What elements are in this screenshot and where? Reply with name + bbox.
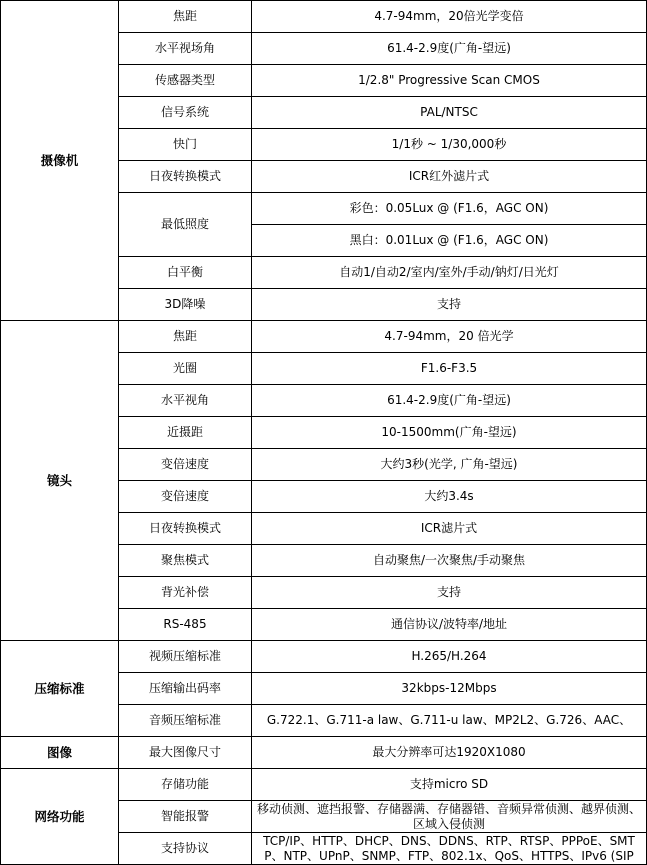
spec-value: [252, 801, 647, 833]
spec-value: ICR红外滤片式: [252, 161, 647, 193]
spec-value: 1/1秒 ~ 1/30,000秒: [252, 129, 647, 161]
spec-label: 变倍速度: [119, 481, 252, 513]
spec-value: 支持: [252, 577, 647, 609]
spec-value-text: TCP/IP、HTTP、DHCP、DNS、DDNS、RTP、RTSP、PPPoE、SMTP、NTP、UPnP、SNMP、FTP、802.1x、QoS、HTTPS、IPv6 (SIP: [263, 833, 635, 863]
spec-value: 大约3.4s: [252, 481, 647, 513]
spec-value: 1/2.8" Progressive Scan CMOS: [252, 65, 647, 97]
spec-label: 支持协议: [119, 833, 252, 865]
spec-value: 黑白：0.01Lux @ (F1.6，AGC ON): [252, 225, 647, 257]
spec-label: 最大图像尺寸: [119, 737, 252, 769]
spec-value: [252, 833, 647, 865]
spec-label: 存储功能: [119, 769, 252, 801]
category-lens: 镜头: [1, 321, 119, 641]
spec-label: 音频压缩标准: [119, 705, 252, 737]
spec-value: ICR滤片式: [252, 513, 647, 545]
spec-label: 变倍速度: [119, 449, 252, 481]
spec-label: 焦距: [119, 321, 252, 353]
spec-label: 日夜转换模式: [119, 161, 252, 193]
spec-label: 信号系统: [119, 97, 252, 129]
table-row: [1, 769, 647, 801]
spec-label: 日夜转换模式: [119, 513, 252, 545]
spec-value: 61.4-2.9度(广角-望远): [252, 33, 647, 65]
spec-label: 视频压缩标准: [119, 641, 252, 673]
table-row: [1, 1, 647, 33]
spec-label: 水平视角: [119, 385, 252, 417]
category-compression: 压缩标准: [1, 641, 119, 737]
table-row: [1, 641, 647, 673]
spec-value: 支持: [252, 289, 647, 321]
spec-value: 自动聚焦/一次聚焦/手动聚焦: [252, 545, 647, 577]
spec-value: 自动1/自动2/室内/室外/手动/钠灯/日光灯: [252, 257, 647, 289]
category-camera: 摄像机: [1, 1, 119, 321]
spec-value: 4.7-94mm，20 倍光学: [252, 321, 647, 353]
spec-label: RS-485: [119, 609, 252, 641]
spec-value: H.265/H.264: [252, 641, 647, 673]
spec-label: 智能报警: [119, 801, 252, 833]
spec-value: 32kbps-12Mbps: [252, 673, 647, 705]
spec-label: 光圈: [119, 353, 252, 385]
spec-label: 传感器类型: [119, 65, 252, 97]
spec-value: 支持micro SD: [252, 769, 647, 801]
spec-label: 快门: [119, 129, 252, 161]
spec-label: 背光补偿: [119, 577, 252, 609]
category-network: 网络功能: [1, 769, 119, 865]
spec-value: 大约3秒(光学, 广角-望远): [252, 449, 647, 481]
spec-label: 白平衡: [119, 257, 252, 289]
spec-label: 最低照度: [119, 193, 252, 257]
spec-label: 近摄距: [119, 417, 252, 449]
spec-label: 水平视场角: [119, 33, 252, 65]
table-row: [1, 321, 647, 353]
spec-value: 10-1500mm(广角-望远): [252, 417, 647, 449]
spec-label: 压缩输出码率: [119, 673, 252, 705]
spec-value: 4.7-94mm，20倍光学变倍: [252, 1, 647, 33]
spec-value: 彩色：0.05Lux @ (F1.6，AGC ON): [252, 193, 647, 225]
spec-label: 聚焦模式: [119, 545, 252, 577]
spec-label: 焦距: [119, 1, 252, 33]
spec-value: 61.4-2.9度(广角-望远): [252, 385, 647, 417]
spec-value: 通信协议/波特率/地址: [252, 609, 647, 641]
spec-value-text: 移动侦测、遮挡报警、存储器满、存储器错、音频异常侦测、越界侦测、区域入侵侦测: [256, 801, 641, 831]
spec-value: 最大分辨率可达1920X1080: [252, 737, 647, 769]
spec-value: F1.6-F3.5: [252, 353, 647, 385]
spec-value: PAL/NTSC: [252, 97, 647, 129]
table-row: [1, 737, 647, 769]
spec-label: 3D降噪: [119, 289, 252, 321]
category-image: 图像: [1, 737, 119, 769]
spec-value: G.722.1、G.711-a law、G.711-u law、MP2L2、G.726、AAC、: [252, 705, 647, 737]
